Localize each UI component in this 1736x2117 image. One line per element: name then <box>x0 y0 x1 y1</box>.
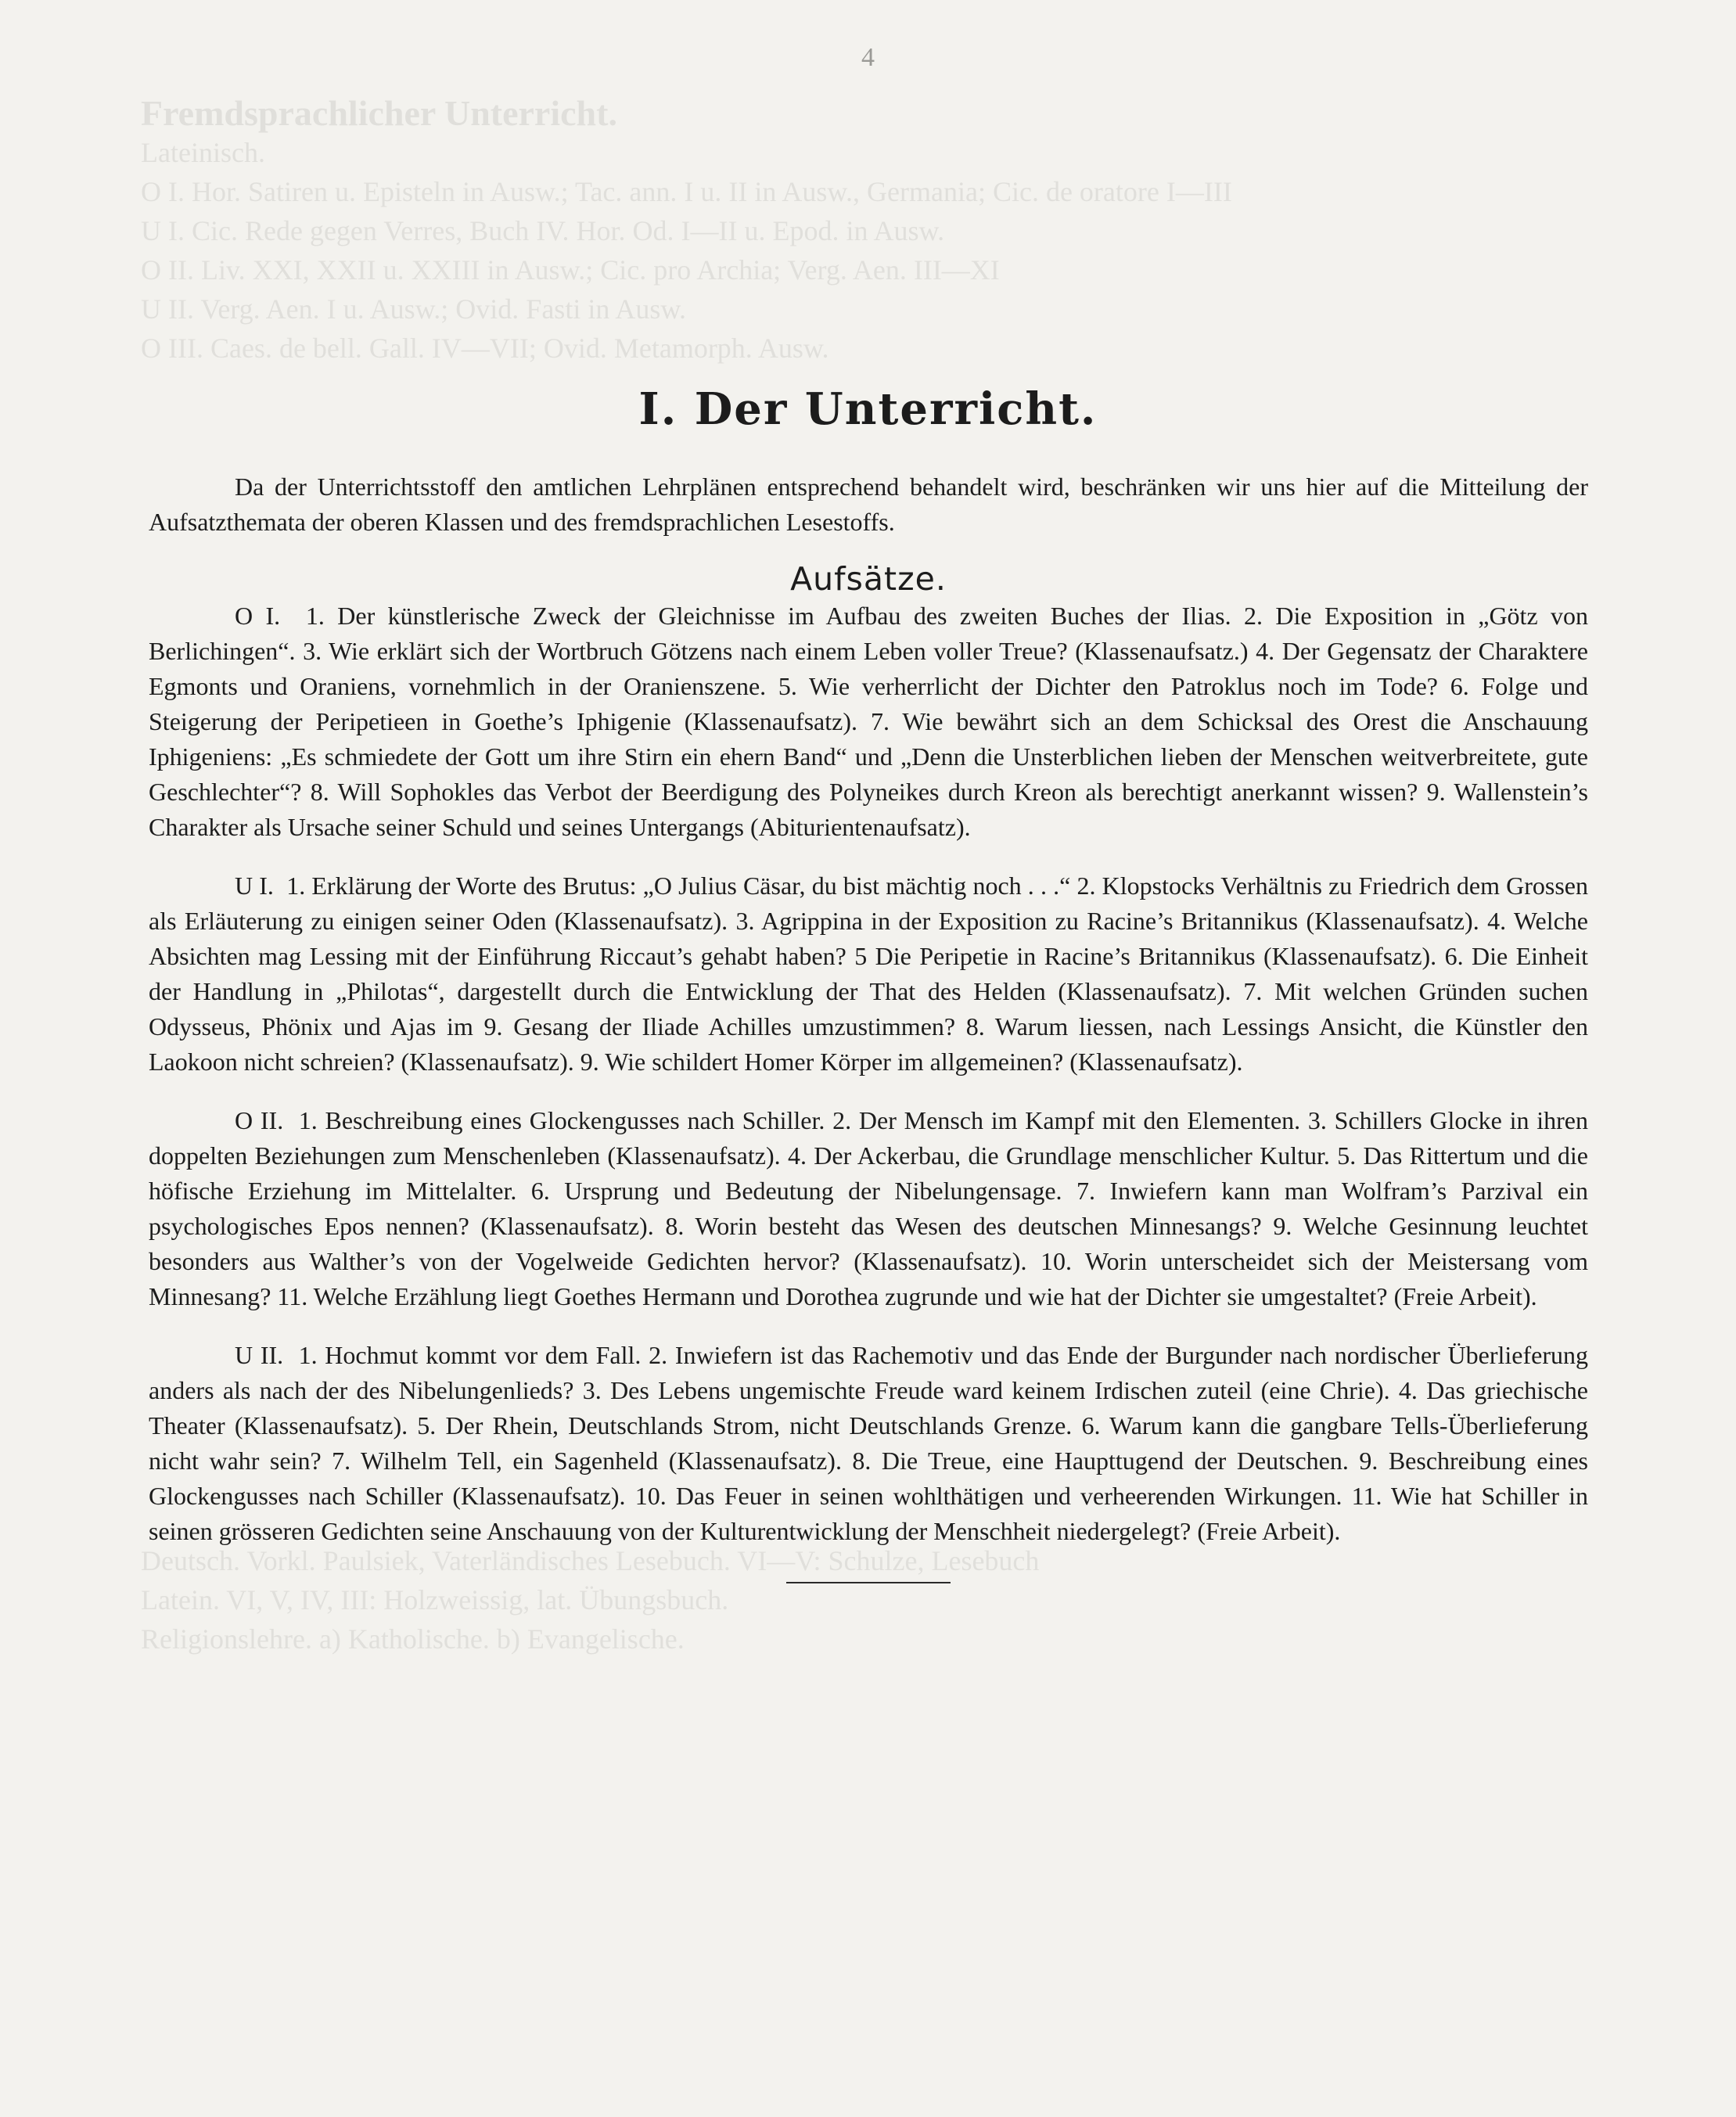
bleed-line: Fremdsprachlicher Unterricht. <box>141 93 617 133</box>
document-body <box>149 469 1588 1583</box>
page-number: 4 <box>861 43 875 72</box>
section-heading: Aufsätze. <box>790 560 947 598</box>
essay-topics: 1. Der künstlerische Zweck der Gleichnisse im Aufbau des zweiten Buches der Ilias. 2. Die Exposition in „Götz von Berlichingen“. 3. Wie erklärt sich der Wortbruch Götzens nach einem Leben voller Treue? (Klassenaufsatz.) 4. Der Gegensatz der Charaktere Egmonts und Oraniens, vornehmlich in der Oranienszene. 5. Wie verherrlicht der Dichter den Patroklus noch im Tode? 6. Folge und Steigerung der Peripetieen in Goethe’s Iphigenie (Klassenaufsatz). 7. Wie bewährt sich an dem Schicksal des Orest die Anschauung Iphigeniens: „Es schmiedete der Gott um ihre Stirn ein ehern Band“ und „Denn die Unsterblichen lieben der Menschen weitverbreitete, gute Geschlechter“? 8. Will Sophokles das Verbot der Beerdigung des Polyneikes durch Kreon als berechtigt anerkannt wissen? 9. Wallenstein’s Charakter als Ursache seiner Schuld und seines Untergangs (Abiturientenaufsatz). <box>149 602 1589 841</box>
class-label: O I. <box>235 602 281 630</box>
essay-topics: 1. Hochmut kommt vor dem Fall. 2. Inwiefern ist das Rachemotiv und das Ende der Burgunder nach nordischer Überlieferung anders als nach der des Nibelungenlieds? 3. Des Lebens ungemischte Freude ward keinem Irdischen zuteil (eine Chrie). 4. Das griechische Theater (Klassenaufsatz). 5. Der Rhein, Deutschlands Strom, nicht Deutschlands Grenze. 6. Warum kann die gangbare Tells-Überlieferung nicht wahr sein? 7. Wilhelm Tell, ein Sagenheld (Klassenaufsatz). 8. Die Treue, eine Haupttugend der Deutschen. 9. Beschreibung eines Glockengusses nach Schiller (Klassenaufsatz). 10. Das Feuer in seinen wohlthätigen und verheerenden Wirkungen. 11. Wie hat Schiller in seinen grösseren Gedichten seine Anschauung von der Kulturentwicklung der Menschheit niedergelegt? (Freie Arbeit). <box>149 1341 1589 1545</box>
bleed-line: O II. Liv. XXI, XXII u. XXIII in Ausw.; Cic. pro Archia; Verg. Aen. III—XI <box>141 254 1000 286</box>
class-label: U I. <box>235 872 274 900</box>
section-end-rule <box>786 1582 951 1583</box>
class-label: U II. <box>235 1341 284 1369</box>
essay-topics: 1. Erklärung der Worte des Brutus: „O Julius Cäsar, du bist mächtig noch . . .“ 2. Klopstocks Verhältnis zu Friedrich dem Grossen als Erläuterung zu einigen seiner Oden (Klassenaufsatz). 3. Agrippina in der Exposition zu Racine’s Britannikus (Klassenaufsatz). 4. Welche Absichten mag Lessing mit der Einführung Riccaut’s gehabt haben? 5 Die Peripetie in Racine’s Britannikus (Klassenaufsatz). 6. Die Einheit der Handlung in „Philotas“, dargestellt durch die Entwicklung der That des Helden (Klassenaufsatz). 7. Mit welchen Gründen suchen Odysseus, Phönix und Ajas im 9. Gesang der Iliade Achilles umzustimmen? 8. Warum liessen, nach Lessings Ansicht, die Künstler den Laokoon nicht schreien? (Klassenaufsatz). 9. Wie schildert Homer Körper im allgemeinen? (Klassenaufsatz). <box>149 872 1589 1076</box>
bleed-line: Deutsch. Vorkl. Paulsiek, Vaterländisches Lesebuch. VI—V: Schulze, Lesebuch <box>141 1545 1040 1576</box>
bleed-line: O I. Hor. Satiren u. Episteln in Ausw.; Tac. ann. I u. II in Ausw., Germania; Cic. de oratore I—III <box>141 176 1232 207</box>
essay-list-ui <box>149 868 1588 1080</box>
essay-list-oi <box>149 598 1588 845</box>
chapter-title: I. Der Unterricht. <box>638 383 1098 435</box>
essay-list-oii <box>149 1103 1588 1314</box>
bleed-line: U II. Verg. Aen. I u. Ausw.; Ovid. Fasti in Ausw. <box>141 293 687 325</box>
essay-list-uii <box>149 1338 1588 1549</box>
bleed-line: Lateinisch. <box>141 137 265 168</box>
bleed-line: U I. Cic. Rede gegen Verres, Buch IV. Hor. Od. I—II u. Epod. in Ausw. <box>141 215 945 246</box>
bleed-line: Latein. VI, V, IV, III: Holzweissig, lat. Übungsbuch. <box>141 1584 729 1616</box>
class-label: O II. <box>235 1106 284 1134</box>
essay-topics: 1. Beschreibung eines Glockengusses nach Schiller. 2. Der Mensch im Kampf mit den Elementen. 3. Schillers Glocke in ihren doppelten Beziehungen zum Menschenleben (Klassenaufsatz). 4. Der Ackerbau, die Grundlage menschlicher Kultur. 5. Das Rittertum und die höfische Erziehung im Mittelalter. 6. Ursprung und Bedeutung der Nibelungensage. 7. Inwiefern kann man Wolfram’s Parzival ein psychologisches Epos nennen? (Klassenaufsatz). 8. Worin besteht das Wesen des deutschen Minnesangs? 9. Welche Gesinnung leuchtet besonders aus Walther’s von der Vogelweide Gedichten hervor? (Klassenaufsatz). 10. Worin unterscheidet sich der Meistersang vom Minnesang? 11. Welche Erzählung liegt Goethes Hermann und Dorothea zugrunde und wie hat der Dichter sie umgestaltet? (Freie Arbeit). <box>149 1106 1588 1310</box>
intro-paragraph: Da der Unterrichtsstoff den amtlichen Lehrplänen entsprechend behandelt wird, beschränken wir uns hier auf die Mitteilung der Aufsatzthemata der oberen Klassen und des fremdsprachlichen Lesestoffs. <box>149 473 1588 536</box>
bleed-line: O III. Caes. de bell. Gall. IV—VII; Ovid. Metamorph. Ausw. <box>141 332 829 364</box>
bleed-line: Religionslehre. a) Katholische. b) Evangelische. <box>141 1623 685 1655</box>
